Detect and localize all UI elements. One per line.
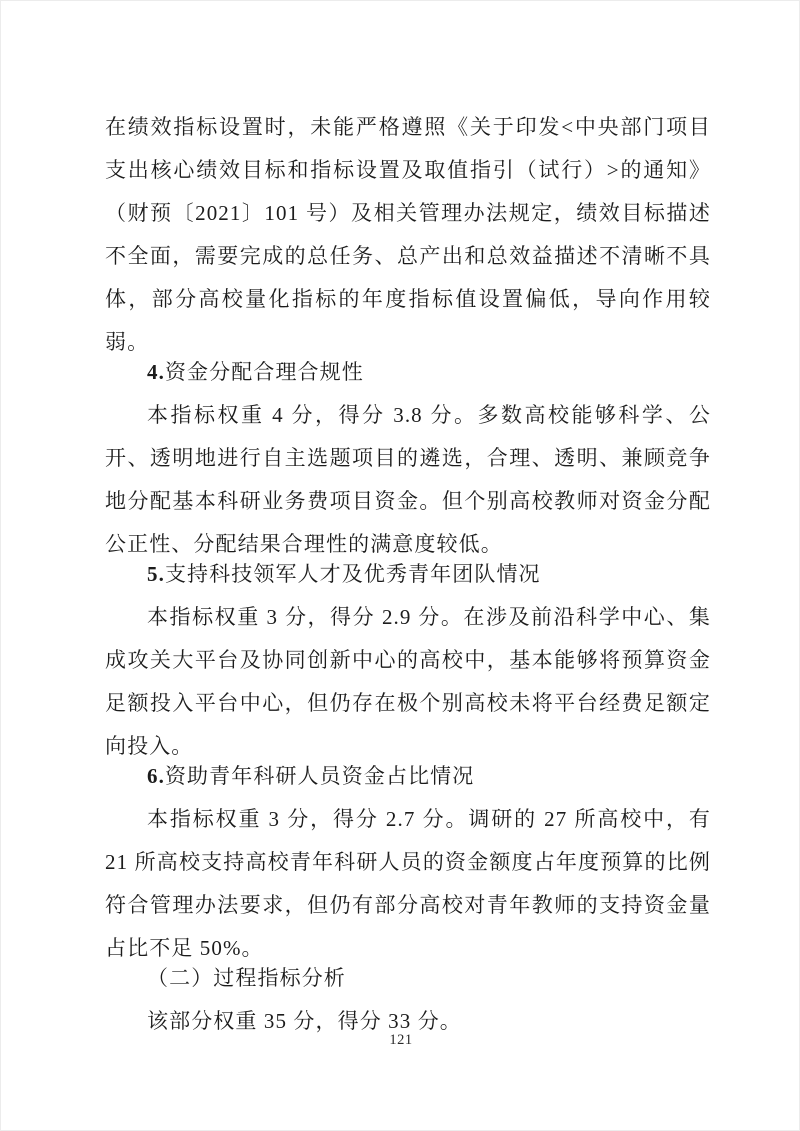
section-number: 5. <box>147 562 165 586</box>
document-content <box>1 1 800 1043</box>
subsection-heading <box>105 957 711 1000</box>
subsection-title: （二）过程指标分析 <box>147 966 346 990</box>
section-heading-5 <box>105 553 711 596</box>
intro-paragraph: 在绩效指标设置时，未能严格遵照《关于印发<中央部门项目支出核心绩效目标和指标设置及取值指引（试行）>的通知》（财预〔2021〕101 号）及相关管理办法规定，绩效目标描述不全面，需要完成的总任务、总产出和总效益描述不清晰不具体，部分高校量化指标的年度指标值设置偏低，导向作用较弱。 <box>105 115 711 354</box>
section-number: 6. <box>147 764 165 788</box>
section-body-6: 本指标权重 3 分，得分 2.7 分。调研的 27 所高校中，有 21 所高校支持高校青年科研人员的资金额度占年度预算的比例符合管理办法要求，但仍有部分高校对青年教师的支持资金量占比不足 50%。 <box>105 807 711 960</box>
section-title: 资助青年科研人员资金占比情况 <box>164 764 475 788</box>
page-number: 121 <box>389 1032 413 1048</box>
section-heading-6 <box>105 755 711 798</box>
section-body-4: 本指标权重 4 分，得分 3.8 分。多数高校能够科学、公开、透明地进行自主选题项目的遴选，合理、透明、兼顾竞争地分配基本科研业务费项目资金。但个别高校教师对资金分配公正性、分配结果合理性的满意度较低。 <box>105 403 711 556</box>
section-title: 支持科技领军人才及优秀青年团队情况 <box>164 562 541 586</box>
section-heading-4 <box>105 351 711 394</box>
section-number: 4. <box>147 360 165 384</box>
subsection-body: 该部分权重 35 分，得分 33 分。 <box>147 1009 462 1033</box>
section-body-5: 本指标权重 3 分，得分 2.9 分。在涉及前沿科学中心、集成攻关大平台及协同创新中心的高校中，基本能够将预算资金足额投入平台中心，但仍存在极个别高校未将平台经费足额定向投入。 <box>105 605 711 758</box>
section-title: 资金分配合理合规性 <box>164 360 364 384</box>
